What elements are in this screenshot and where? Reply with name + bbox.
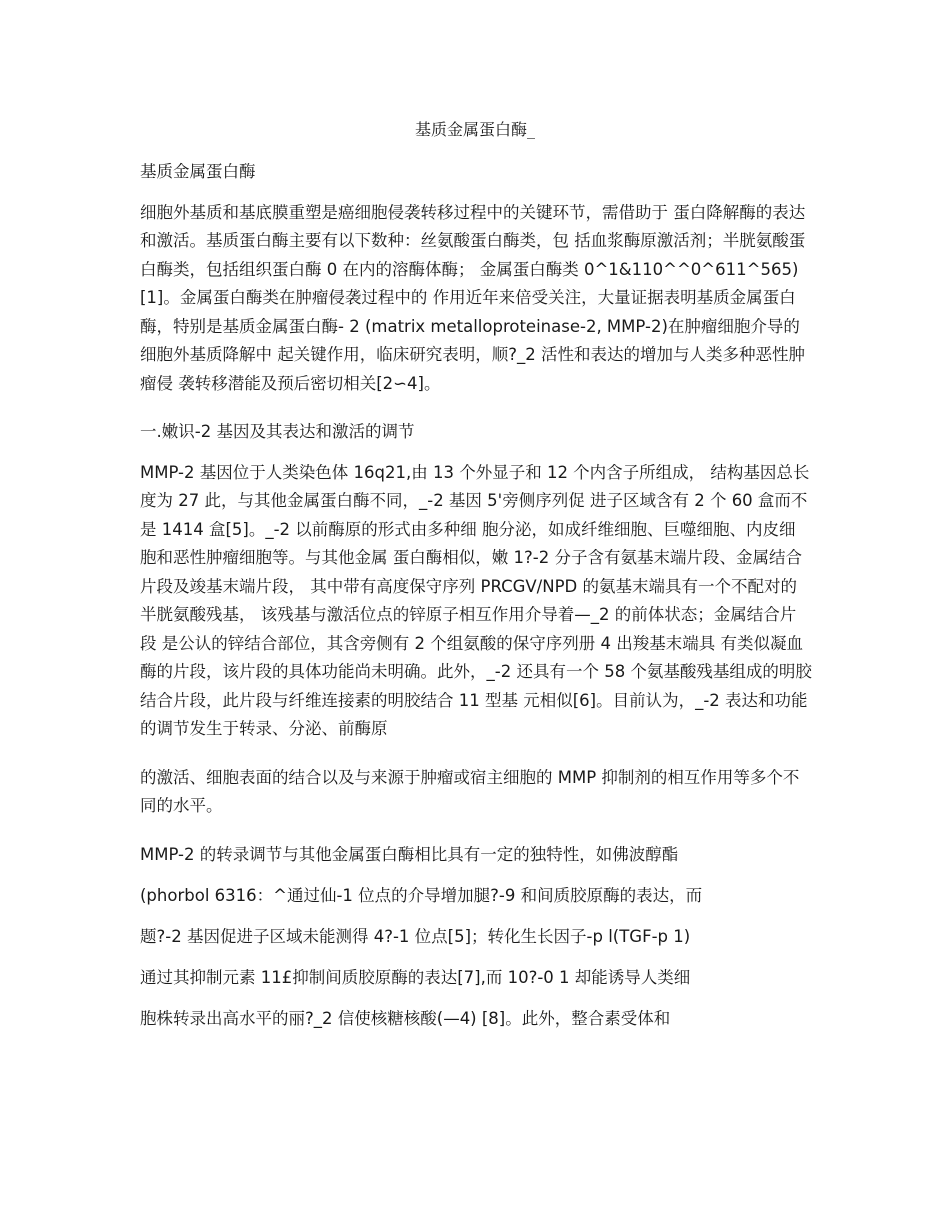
- paragraph-activation: 的激活、细胞表面的结合以及与来源于肿瘤或宿主细胞的 MMP 抑制剂的相互作用等多个不同的水平。: [140, 767, 800, 815]
- document-subtitle: 基质金属蛋白酶: [140, 162, 256, 181]
- paragraph-gene: MMP-2 基因位于人类染色体 16q21,由 13 个外显子和 12 个内含子所组成， 结构基因总长度为 27 此，与其他金属蛋白酶不同，_-2 基因 5'旁侧序列促 进子区域含有 2 个 60 盒而不是 1414 盒[5]。_-2 以前酶原的形式由多种细 胞分泌，如成纤维细胞、巨噬细胞、内皮细胞和恶性肿瘤细胞等。与其他金属 蛋白酶相似，嫩 1?-2 分子含有氨基末端片段、金属结合片段及竣基末端片段， 其中带有高度保守序列 PRCGV/NPD 的氨基末端具有一个不配对的半胱氨酸残基， 该残基与激活位点的锌原子相互作用介导着—_2 的前体状态；金属结合片段 是公认的锌结合部位，其含旁侧有 2 个组氨酸的保守序列册 4 出羧基末端具 有类似凝血酶的片段，该片段的具体功能尚未明确。此外，_-2 还具有一个 58 个氨基酸残基组成的明胶结合片段，此片段与纤维连接素的明胶结合 11 型基 元相似[6]。目前认为，_-2 表达和功能的调节发生于转录、分泌、前酶原: [140, 462, 812, 738]
- paragraph-transcription-line-4: 通过其抑制元素 11£抑制间质胶原酶的表达[7],而 10?-0 1 却能诱导人类细: [140, 967, 691, 987]
- document-title: 基质金属蛋白酶_: [414, 120, 535, 139]
- paragraph-intro: 细胞外基质和基底膜重塑是癌细胞侵袭转移过程中的关键环节，需借助于 蛋白降解酶的表达和激活。基质蛋白酶主要有以下数种：丝氨酸蛋白酶类，包 括血浆酶原激活剂；半胱氨酸蛋白酶类，包括组织蛋白酶 0 在内的溶酶体酶； 金属蛋白酶类 0^1&110^^0^611^565) [1]。金属蛋白酶类在肿瘤侵袭过程中的 作用近年来倍受关注，大量证据表明基质金属蛋白酶，特别是基质金属蛋白酶- 2 (matrix metalloproteinase-2, MMP-2)在肿瘤细胞介导的细胞外基质降解中 起关键作用，临床研究表明，顺?_2 活性和表达的增加与人类多种恶性肿瘤侵 袭转移潜能及预后密切相关[2∽4]。: [140, 202, 806, 393]
- paragraph-transcription-line-2: (phorbol 6316：^通过仙-1 位点的介导增加腿?-9 和间质胶原酶的表达，而: [140, 885, 703, 905]
- section-heading-1: 一.嫩识-2 基因及其表达和激活的调节: [140, 422, 415, 441]
- paragraph-transcription-line-5: 胞株转录出高水平的丽?_2 信使核糖核酸(—4) [8]。此外，整合素受体和: [140, 1008, 671, 1028]
- paragraph-transcription-line-3: 题?-2 基因促进子区域未能测得 4?-1 位点[5]；转化生长因子-p l(TGF-p 1): [140, 926, 691, 946]
- document-body: [140, 158, 812, 1046]
- paragraph-transcription-line-1: MMP-2 的转录调节与其他金属蛋白酶相比具有一定的独特性，如佛波醇酯: [140, 844, 679, 864]
